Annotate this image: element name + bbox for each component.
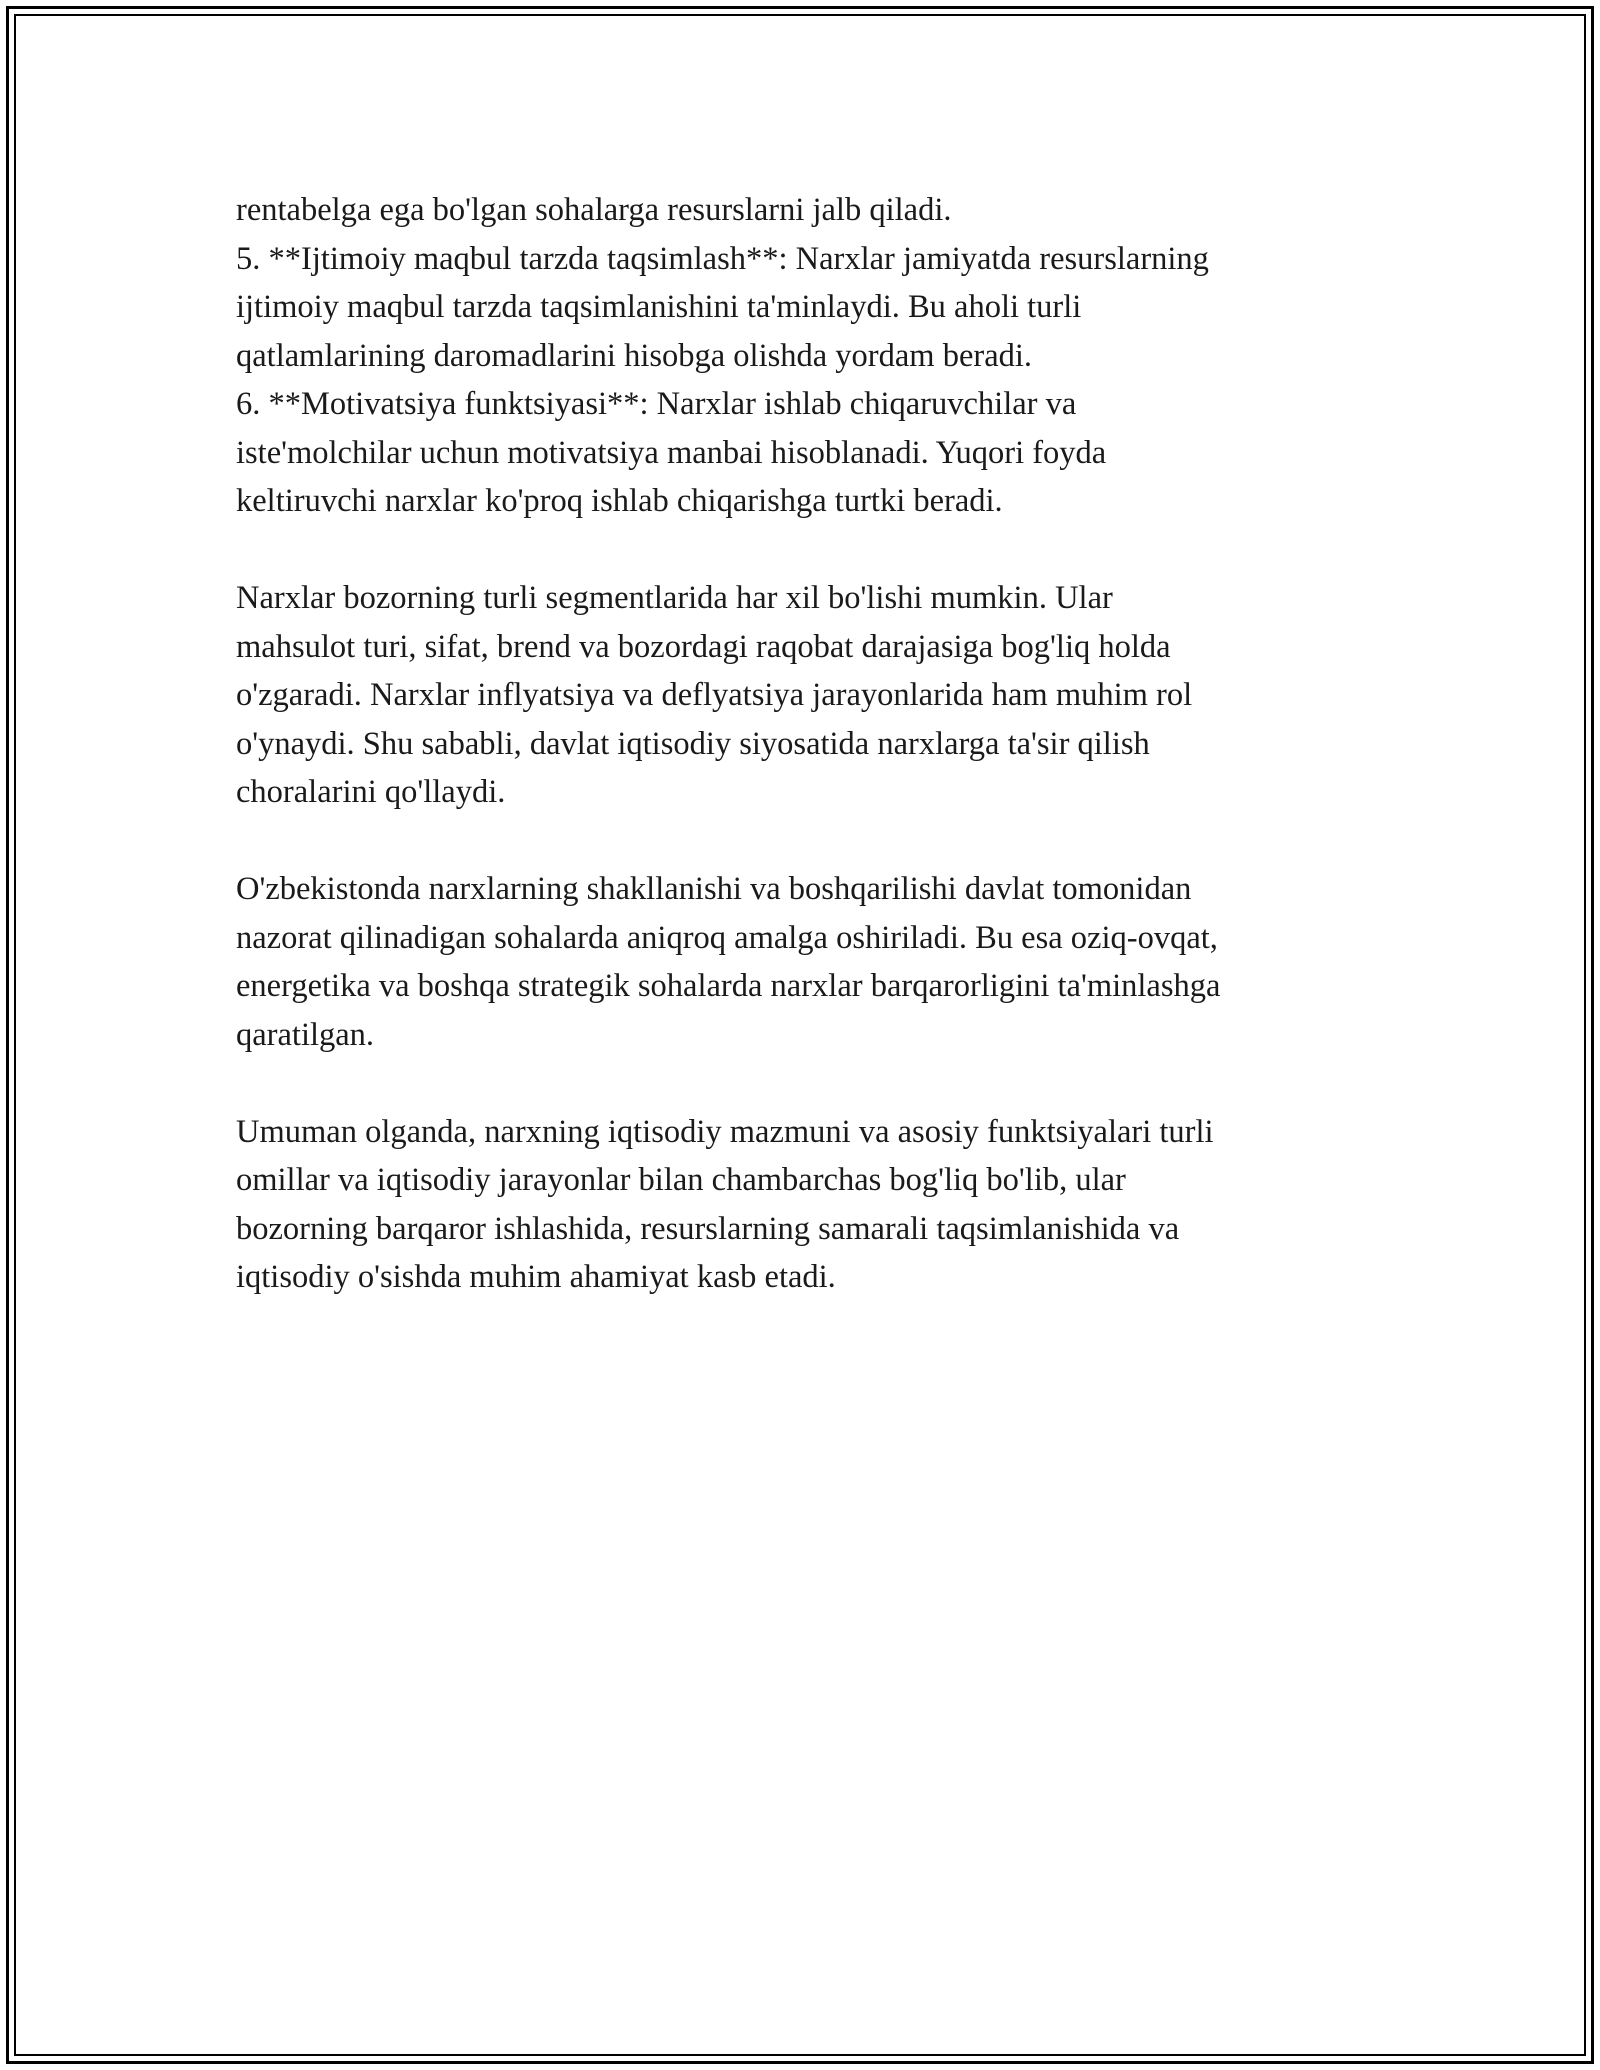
text-line: qaratilgan. bbox=[236, 1016, 375, 1053]
document-body bbox=[236, 186, 1366, 1302]
text-line: O'zbekistonda narxlarning shakllanishi va boshqarilishi davlat tomonidan bbox=[236, 871, 1192, 907]
text-line: o'ynaydi. Shu sababli, davlat iqtisodiy siyosatida narxlarga ta'sir qilish bbox=[236, 725, 1150, 762]
paragraph-gap bbox=[236, 526, 1366, 575]
text-line: mahsulot turi, sifat, brend va bozordagi raqobat darajasiga bog'liq holda bbox=[236, 628, 1171, 665]
text-line: choralarini qo'llaydi. bbox=[236, 774, 506, 810]
text-line: iste'molchilar uchun motivatsiya manbai hisoblanadi. Yuqori foyda bbox=[236, 434, 1107, 471]
text-line: keltiruvchi narxlar ko'proq ishlab chiqarishga turtki beradi. bbox=[236, 483, 1003, 519]
text-line: ijtimoiy maqbul tarzda taqsimlanishini ta'minlaydi. Bu aholi turli bbox=[236, 289, 1082, 325]
text-line: energetika va boshqa strategik sohalarda narxlar barqarorligini ta'minlashga bbox=[236, 968, 1221, 1004]
text-line: Umuman olganda, narxning iqtisodiy mazmuni va asosiy funktsiyalari turli bbox=[236, 1113, 1214, 1150]
paragraph-gap bbox=[236, 817, 1366, 866]
text-line: qatlamlarining daromadlarini hisobga olishda yordam beradi. bbox=[236, 337, 1033, 374]
text-line: omillar va iqtisodiy jarayonlar bilan chambarchas bog'liq bo'lib, ular bbox=[236, 1162, 1126, 1198]
paragraph-market-segments bbox=[236, 574, 1366, 817]
paragraph-conclusion bbox=[236, 1108, 1366, 1302]
text-line: iqtisodiy o'sishda muhim ahamiyat kasb etadi. bbox=[236, 1259, 836, 1295]
text-line: 5. **Ijtimoiy maqbul tarzda taqsimlash**: Narxlar jamiyatda resurslarning bbox=[236, 240, 1209, 277]
paragraph-uzbekistan bbox=[236, 865, 1366, 1059]
text-line: bozorning barqaror ishlashida, resurslarning samarali taqsimlanishida va bbox=[236, 1210, 1180, 1247]
paragraph-functions-list bbox=[236, 186, 1366, 526]
paragraph-gap bbox=[236, 1059, 1366, 1108]
text-line: o'zgaradi. Narxlar inflyatsiya va deflyatsiya jarayonlarida ham muhim rol bbox=[236, 677, 1193, 713]
text-line: rentabelga ega bo'lgan sohalarga resurslarni jalb qiladi. bbox=[236, 192, 952, 228]
text-line: nazorat qilinadigan sohalarda aniqroq amalga oshiriladi. Bu esa oziq-ovqat, bbox=[236, 919, 1218, 956]
text-line: Narxlar bozorning turli segmentlarida har xil bo'lishi mumkin. Ular bbox=[236, 580, 1113, 616]
text-line: 6. **Motivatsiya funktsiyasi**: Narxlar ishlab chiqaruvchilar va bbox=[236, 386, 1077, 422]
